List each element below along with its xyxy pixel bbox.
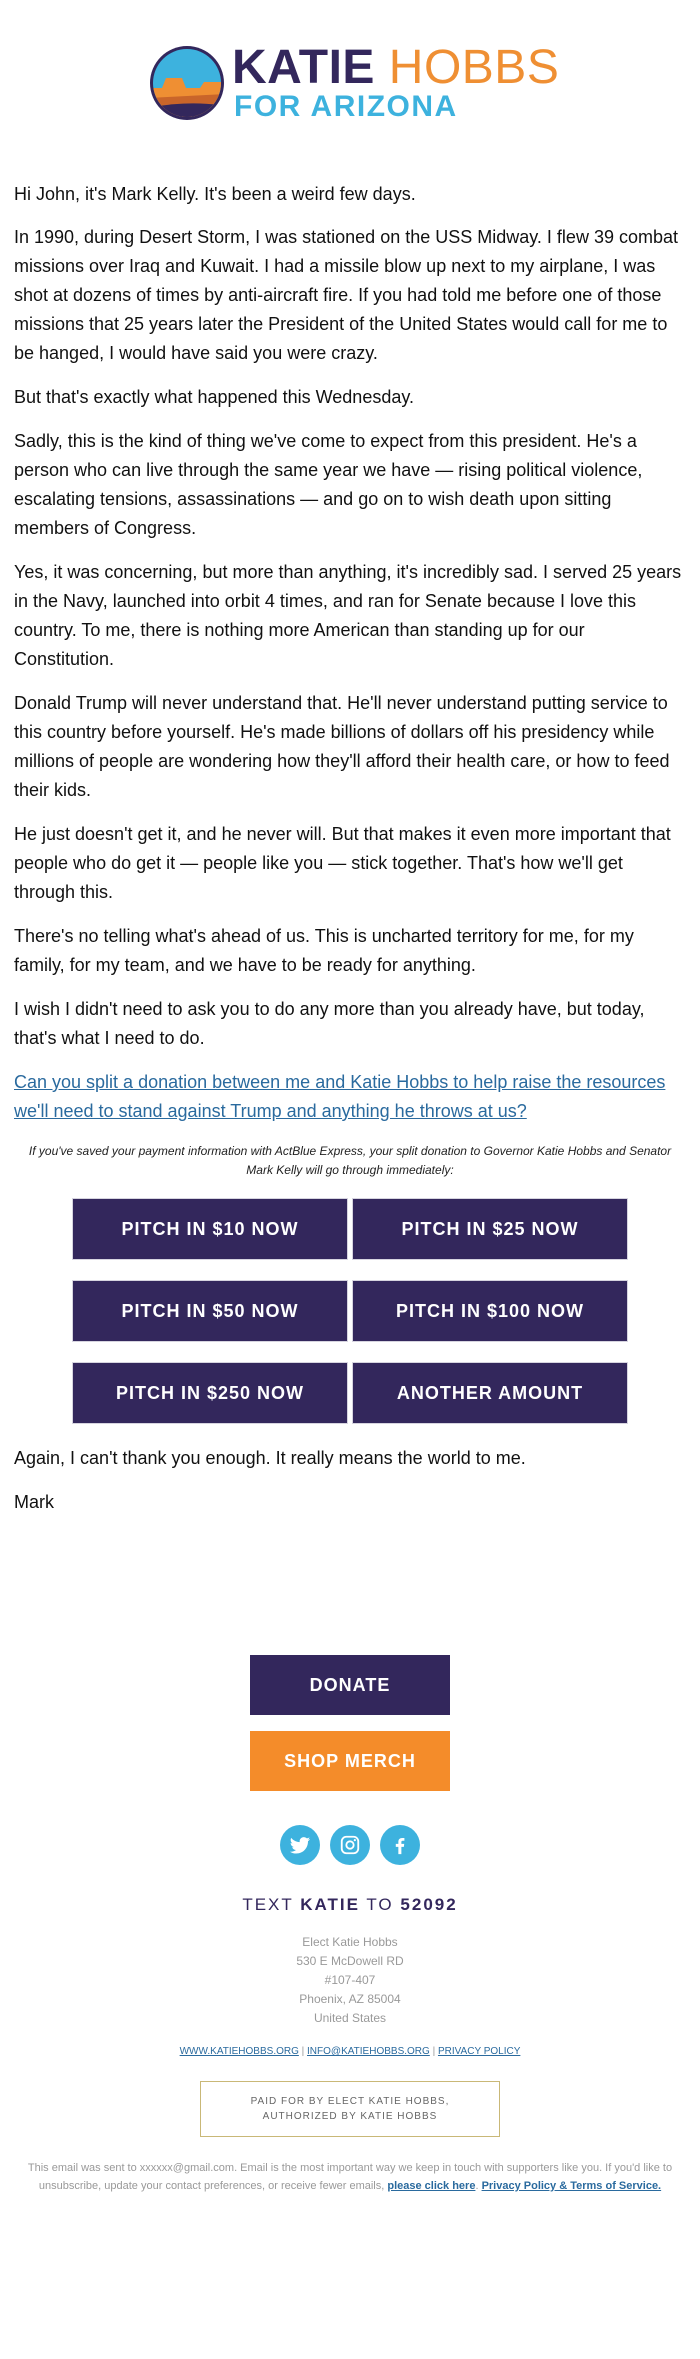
text-number: 52092 bbox=[400, 1895, 458, 1914]
instagram-icon[interactable] bbox=[330, 1825, 370, 1865]
pitch-in-25-button[interactable]: PITCH IN $25 NOW bbox=[352, 1198, 628, 1260]
website-link[interactable]: WWW.KATIEHOBBS.ORG bbox=[179, 2046, 299, 2057]
text-to-join: TEXT KATIE TO 52092 bbox=[242, 1895, 458, 1914]
privacy-policy-link[interactable]: PRIVACY POLICY bbox=[437, 2046, 521, 2057]
paragraph: Donald Trump will never understand that. He'll never understand putting service to this country before yourself. He's made billions of dollars off his presidency while millions of people are wondering how they'll afford their health care, or how to feed their kids. bbox=[14, 693, 670, 800]
closing-line: Again, I can't thank you enough. It really means the world to me. bbox=[14, 1448, 526, 1468]
paragraph-greeting: Hi John, it's Mark Kelly. It's been a weird few days. bbox=[14, 184, 416, 204]
paragraph: In 1990, during Desert Storm, I was stationed on the USS Midway. I flew 39 combat missions over Iraq and Kuwait. I had a missile blow up next to my airplane, I was shot at dozens of times by anti-aircraft fire. If you had told me before one of those missions that 25 years later the President of the United States would call for me to be hanged, I would have said you were crazy. bbox=[14, 227, 678, 363]
paragraph: There's no telling what's ahead of us. This is uncharted territory for me, for my family, for my team, and we have to be ready for anything. bbox=[14, 926, 634, 975]
donation-ask-link[interactable]: Can you split a donation between me and Katie Hobbs to help raise the resources we'll need to stand against Trump and anything he throws at us? bbox=[14, 1072, 666, 1121]
unsubscribe-notice: This email was sent to xxxxxx@gmail.com. Email is the most important way we keep in touch with supporters like you. If you'd like to unsubscribe, update your contact preferences, or receive fewer emails, please click here. Privacy Policy & Terms of Service. bbox=[27, 2162, 673, 2192]
paragraph: He just doesn't get it, and he never will. But that makes it even more important that people who do get it — people like you — stick together. That's how we'll get through this. bbox=[14, 824, 671, 902]
paragraph: Sadly, this is the kind of thing we've come to expect from this president. He's a person who can live through the same year we have — rising political violence, escalating tensions, assassinations — and go on to wish death upon sitting members of Congress. bbox=[14, 431, 643, 538]
footer-links: WWW.KATIEHOBBS.ORG | INFO@KATIEHOBBS.ORG | PRIVACY POLICY bbox=[179, 2046, 521, 2057]
donation-button-grid bbox=[72, 1198, 632, 1424]
twitter-icon[interactable] bbox=[280, 1825, 320, 1865]
paragraph: I wish I didn't need to ask you to do any more than you already have, but today, that's what I need to do. bbox=[14, 999, 645, 1048]
actblue-fine-print: If you've saved your payment information with ActBlue Express, your split donation to Governor Katie Hobbs and Senator Mark Kelly will go through immediately: bbox=[28, 1144, 672, 1177]
paragraph: Yes, it was concerning, but more than anything, it's incredibly sad. I served 25 years in the Navy, launched into orbit 4 times, and ran for Senate because I love this country. To me, there is nothing more American than standing up for our Constitution. bbox=[14, 562, 682, 669]
social-links bbox=[0, 1825, 700, 1865]
shop-merch-button[interactable]: SHOP MERCH bbox=[250, 1731, 450, 1791]
email-body bbox=[14, 180, 686, 1532]
another-amount-button[interactable]: ANOTHER AMOUNT bbox=[352, 1362, 628, 1424]
facebook-icon[interactable] bbox=[380, 1825, 420, 1865]
pitch-in-250-button[interactable]: PITCH IN $250 NOW bbox=[72, 1362, 348, 1424]
katie-hobbs-logo bbox=[148, 40, 568, 130]
text-keyword: KATIE bbox=[300, 1895, 360, 1914]
email-footer bbox=[0, 1655, 700, 2195]
terms-link[interactable]: Privacy Policy & Terms of Service. bbox=[481, 2180, 662, 2192]
logo-first-name: KATIE bbox=[232, 41, 375, 94]
mailing-address: Elect Katie Hobbs 530 E McDowell RD #107-407 Phoenix, AZ 85004 United States bbox=[296, 1935, 404, 2025]
logo-subtitle: FOR ARIZONA bbox=[234, 90, 458, 123]
logo-last-name: HOBBS bbox=[388, 41, 560, 94]
arizona-landscape-icon bbox=[148, 44, 226, 122]
pitch-in-10-button[interactable]: PITCH IN $10 NOW bbox=[72, 1198, 348, 1260]
paragraph: But that's exactly what happened this Wednesday. bbox=[14, 387, 415, 407]
donate-button[interactable]: DONATE bbox=[250, 1655, 450, 1715]
signature: Mark bbox=[14, 1492, 54, 1512]
unsubscribe-link[interactable]: please click here bbox=[387, 2180, 476, 2192]
email-link[interactable]: INFO@KATIEHOBBS.ORG bbox=[307, 2046, 430, 2057]
pitch-in-100-button[interactable]: PITCH IN $100 NOW bbox=[352, 1280, 628, 1342]
pitch-in-50-button[interactable]: PITCH IN $50 NOW bbox=[72, 1280, 348, 1342]
paid-for-by-box: PAID FOR BY ELECT KATIE HOBBS, AUTHORIZED BY KATIE HOBBS bbox=[200, 2081, 500, 2137]
